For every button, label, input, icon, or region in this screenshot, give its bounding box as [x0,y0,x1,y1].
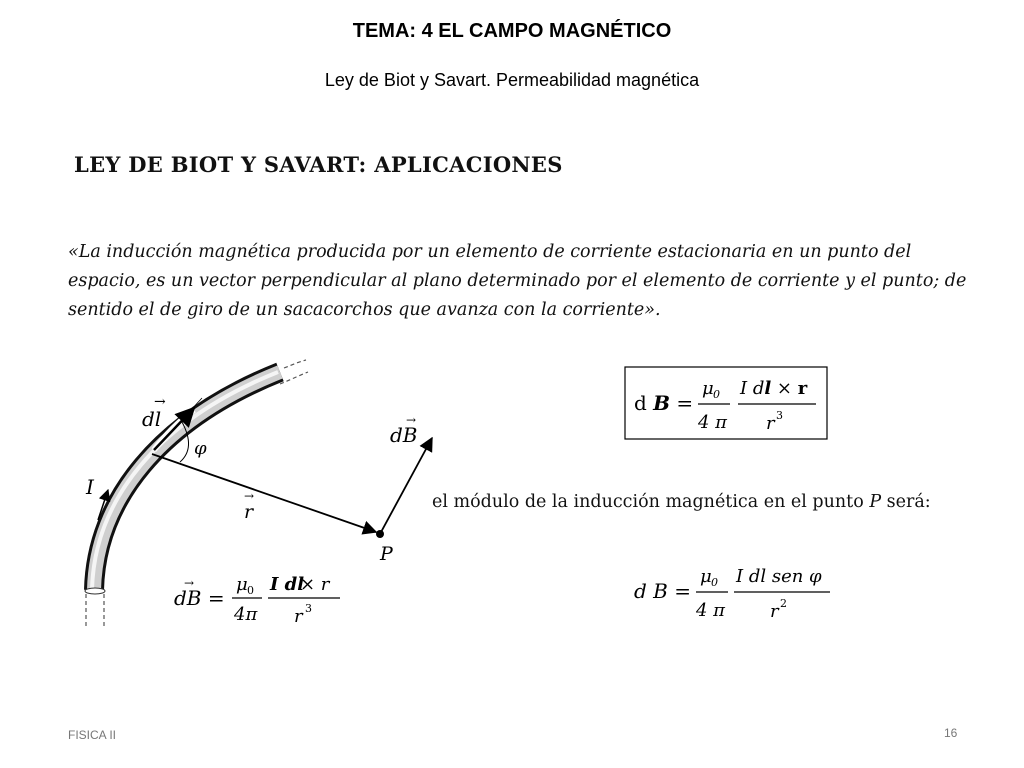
svg-text:I dl sen φ: I dl sen φ [736,566,822,587]
svg-text:4 π: 4 π [698,412,728,433]
svg-text:I dl × r: I dl × r [740,378,808,399]
label-current: I [86,475,94,499]
svg-text:0: 0 [711,576,718,589]
svg-text:× r: × r [300,574,330,595]
wire-continuation-top [284,360,306,368]
svg-text:r: r [766,413,775,434]
svg-text:0: 0 [247,584,254,597]
svg-text:0: 0 [713,388,720,401]
svg-text:r: r [770,601,779,622]
svg-text:4π: 4π [234,604,258,625]
svg-text:→: → [406,413,417,427]
svg-text:→: → [184,576,195,590]
svg-text:d B =: d B = [634,579,691,603]
vector-formula [174,574,340,627]
label-p: P [380,543,393,565]
biot-savart-diagram [70,350,450,630]
svg-text:r: r [294,606,303,627]
equation-box [624,366,830,442]
section-heading: LEY DE BIOT Y SAVART: APLICACIONES [74,152,563,177]
svg-text:3: 3 [305,602,312,615]
svg-text:I dl: I dl [270,574,305,595]
svg-text:3: 3 [776,409,783,422]
scalar-equation [628,560,848,626]
svg-text:4 π: 4 π [696,600,726,621]
svg-text:dB =: dB = [174,586,225,610]
svg-text:d B =: d B = [634,391,694,415]
current-wire [94,372,280,590]
svg-text:→: → [244,489,255,503]
svg-text:→: → [154,394,166,410]
label-dl: dl [142,407,162,431]
svg-text:2: 2 [780,597,787,610]
page-number: 16 [944,726,958,740]
svg-text:μ: μ [700,566,712,587]
law-statement: «La inducción magnética producida por un elemento de corriente estacionaria en un punto del espacio, es un vector perpendicular al plano determinado por el elemento de corriente y el punto; de sentido el de giro de un sacacorchos que avanza con la corriente». [68,242,967,320]
modulo-sentence: el módulo de la inducción magnética en el punto P será: [432,492,931,512]
svg-text:μ: μ [702,378,714,399]
footer-course: FISICA II [68,728,117,742]
r-vector [152,454,376,532]
slide-title: TEMA: 4 EL CAMPO MAGNÉTICO [352,20,672,42]
slide-subtitle: Ley de Biot y Savart. Permeabilidad magnética [324,70,700,90]
db-vector [380,438,432,534]
label-phi: φ [194,438,207,459]
label-r: r [244,501,254,523]
svg-text:μ: μ [236,574,248,595]
label-db: dB [390,423,418,447]
